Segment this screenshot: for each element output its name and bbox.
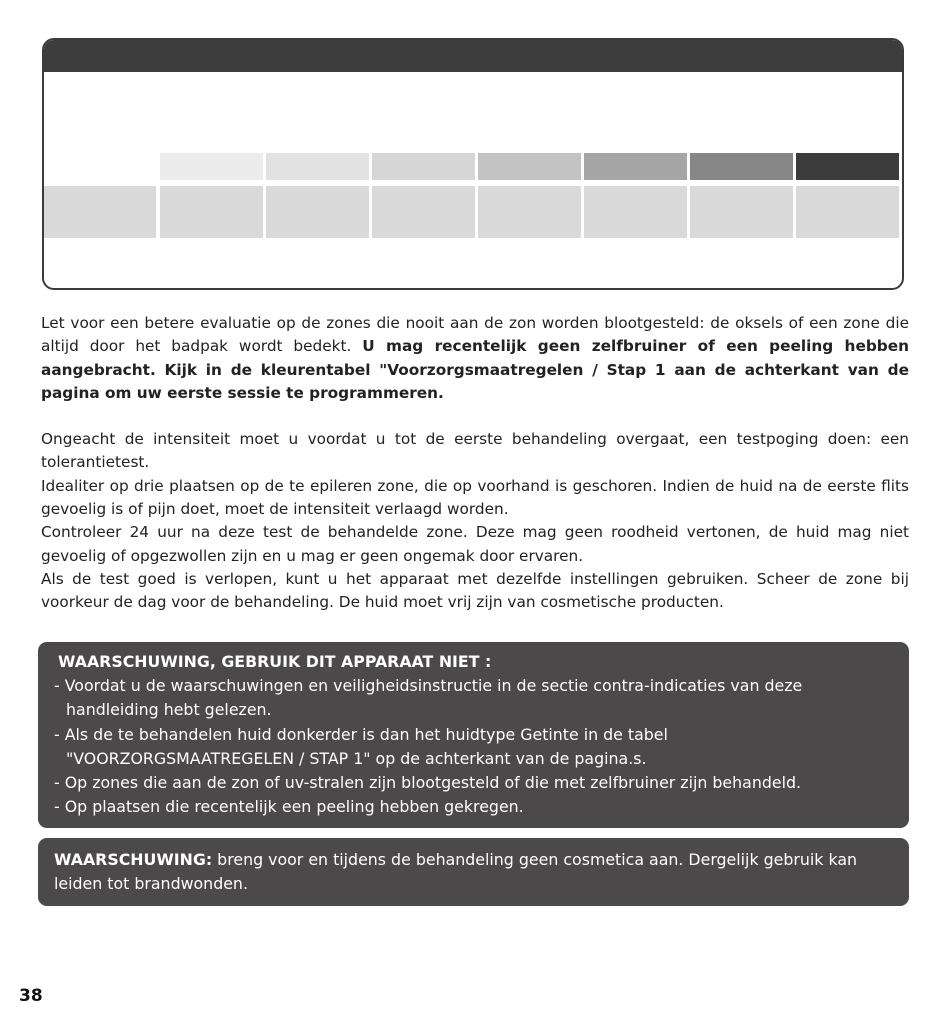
value-cell	[796, 186, 899, 238]
warning-item: - Als de te behandelen huid donkerder is dan het huidtype Getinte in de tabel "VOORZORGSMAATREGELEN / STAP 1" op de achterkant van de pagina.s.	[54, 724, 668, 768]
paragraph-test-location: Idealiter op drie plaatsen op de te epileren zone, die op voorhand is geschoren. Indien de huid na de eerste flits gevoelig is of pijn doet, moet de intensiteit verlaagd worden.	[41, 476, 909, 519]
warning-list	[54, 674, 895, 819]
skin-color-swatch	[796, 153, 899, 180]
warning-item: - Op zones die aan de zon of uv-stralen zijn blootgesteld of die met zelfbruiner zijn behandeld.	[54, 773, 802, 793]
skin-color-swatch	[160, 153, 263, 180]
paragraph-settings: Als de test goed is verlopen, kunt u het apparaat met dezelfde instellingen gebruiken. Scheer de zone bij voorkeur de dag voor de behandeling. De huid moet vrij zijn van cosmetische producten.	[41, 569, 909, 612]
row-label-cell	[44, 186, 156, 238]
value-cell	[372, 186, 475, 238]
paragraph-check: Controleer 24 uur na deze test de behandelde zone. Deze mag geen roodheid vertonen, de huid mag niet gevoelig of opgezwollen zijn en u mag er geen ongemak door ervaren.	[41, 523, 909, 565]
instructions-text	[41, 312, 909, 615]
skin-color-swatch	[478, 153, 581, 180]
skin-color-swatch	[584, 153, 687, 180]
warning-label: WAARSCHUWING:	[54, 850, 213, 869]
warning-item: - Voordat u de waarschuwingen en veiligheidsinstructie in de sectie contra-indicaties van deze handleiding hebt gelezen.	[54, 676, 803, 720]
value-cell	[478, 186, 581, 238]
warning-item: - Op plaatsen die recentelijk een peeling hebben gekregen.	[54, 797, 524, 817]
skin-type-table	[42, 38, 904, 290]
skin-color-swatch	[266, 153, 369, 180]
skin-color-swatch	[372, 153, 475, 180]
bold-notice: U mag recentelijk geen zelfbruiner of een peeling hebben aangebracht. Kijk in de kleurentabel "Voorzorgsmaatregelen / Stap 1 aan de achterkant van de pagina om uw eerste sessie te programmeren.	[41, 337, 909, 402]
value-cell	[160, 186, 263, 238]
warning-title: WAARSCHUWING, GEBRUIK DIT APPARAAT NIET :	[58, 652, 492, 671]
warning-box-cosmetics	[38, 838, 909, 906]
table-header-bar	[44, 40, 902, 72]
warning-text: breng voor en tijdens de behandeling geen cosmetica aan. Dergelijk gebruik kan leiden tot brandwonden.	[54, 850, 858, 894]
warning-box-do-not-use	[38, 642, 909, 828]
value-cell	[584, 186, 687, 238]
page-number: 38	[19, 986, 43, 1006]
value-cell	[266, 186, 369, 238]
skin-color-swatch	[690, 153, 793, 180]
value-cell	[690, 186, 793, 238]
paragraph-evaluation: Let voor een betere evaluatie op de zones die nooit aan de zon worden blootgesteld: de oksels of een zone die altijd door het badpak wordt bedekt. U mag recentelijk geen zelfbruiner of een peeling hebben aangebracht. Kijk in de kleurentabel "Voorzorgsmaatregelen / Stap 1 aan de achterkant van de pagina om uw eerste sessie te programmeren.	[41, 314, 909, 402]
paragraph-test: Ongeacht de intensiteit moet u voordat u tot de eerste behandeling overgaat, een testpoging doen: een tolerantietest.	[41, 430, 909, 472]
